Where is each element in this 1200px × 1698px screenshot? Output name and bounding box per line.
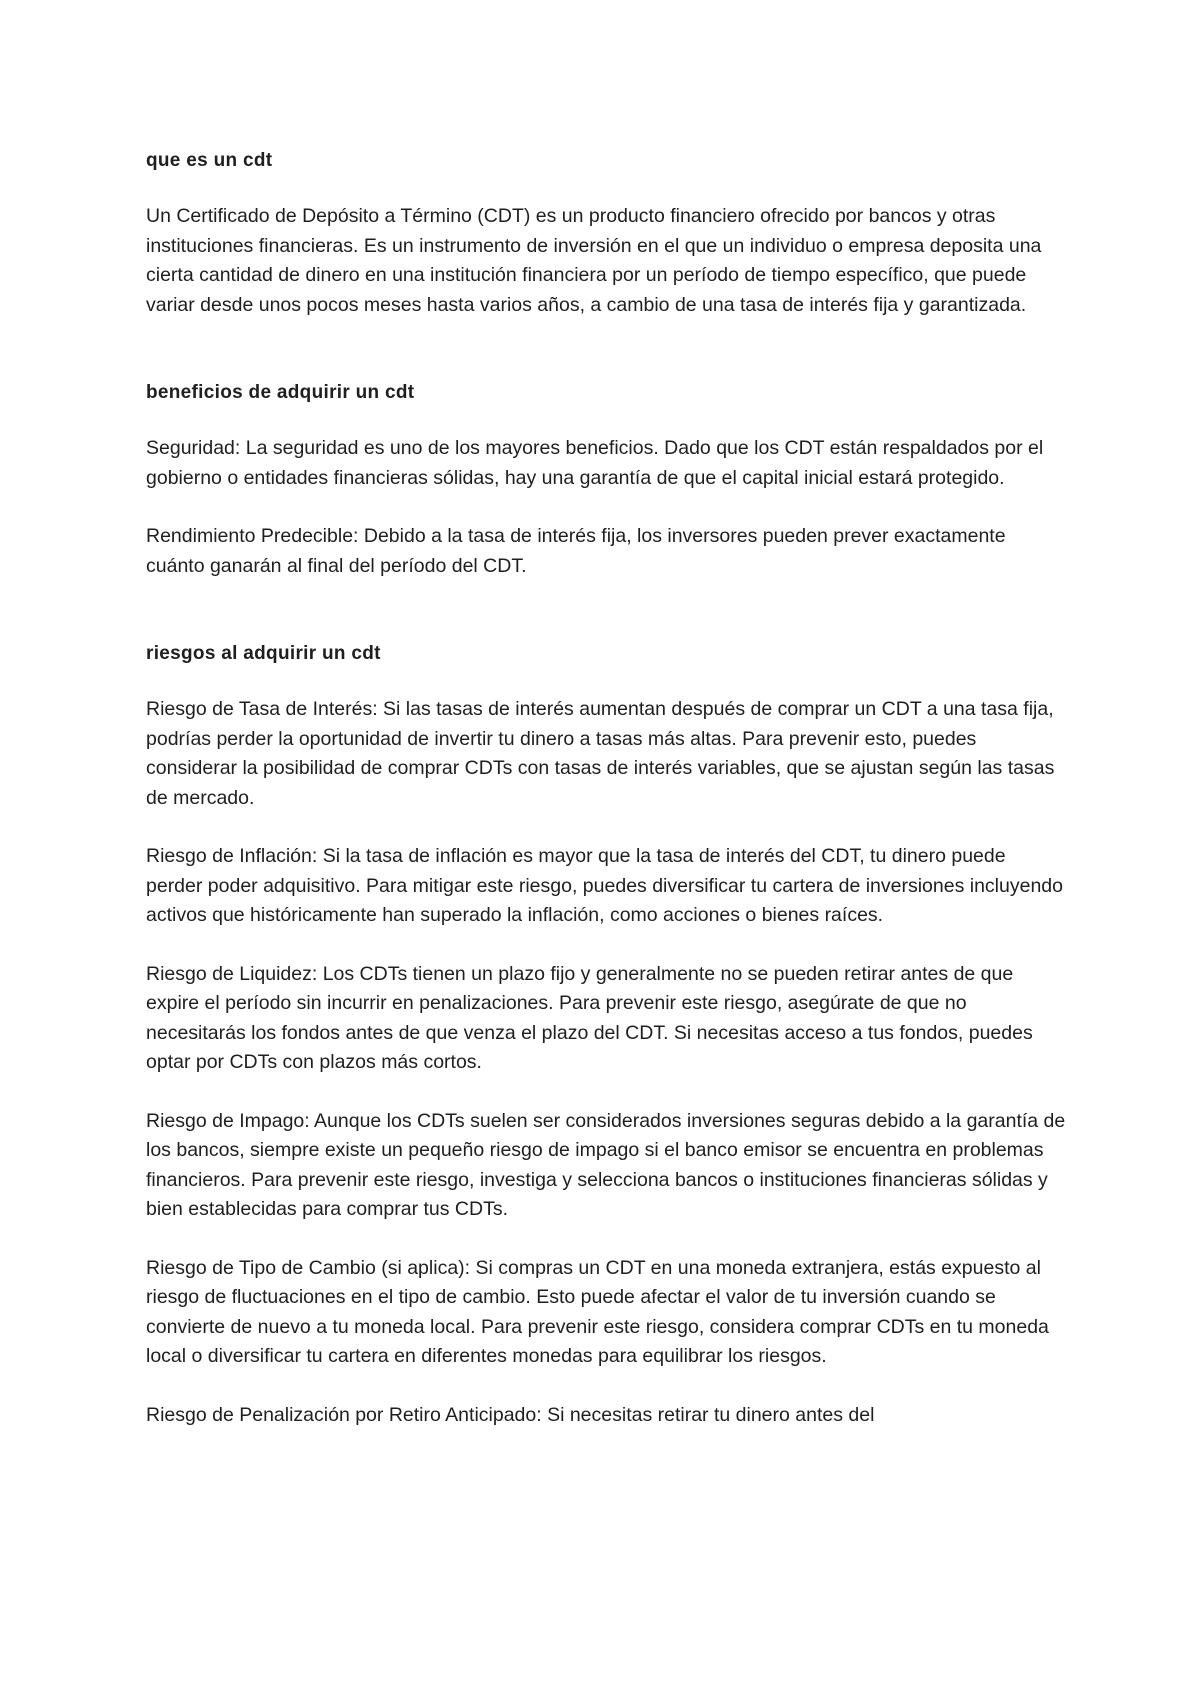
- paragraph-riesgo-tasa: Riesgo de Tasa de Interés: Si las tasas de interés aumentan después de comprar un CDT a una tasa fija, podrías perder la oportunidad de invertir tu dinero a tasas más altas. Para prevenir esto, puedes considerar la posibilidad de comprar CDTs con tasas de interés variables, que se ajustan según las tasas de mercado.: [146, 698, 1055, 809]
- paragraph-riesgo-inflacion: Riesgo de Inflación: Si la tasa de inflación es mayor que la tasa de interés del CDT, tu dinero puede perder poder adquisitivo. Para mitigar este riesgo, puedes diversificar tu cartera de inversiones incluyendo activos que históricamente han superado la inflación, como acciones o bienes raíces.: [146, 845, 1063, 926]
- paragraph-riesgo-penalizacion: Riesgo de Penalización por Retiro Anticipado: Si necesitas retirar tu dinero antes del: [146, 1403, 875, 1426]
- paragraph-rendimiento: Rendimiento Predecible: Debido a la tasa de interés fija, los inversores pueden prever exactamente cuánto ganarán al final del período del CDT.: [146, 525, 1006, 577]
- paragraph-seguridad: Seguridad: La seguridad es uno de los mayores beneficios. Dado que los CDT están respaldados por el gobierno o entidades financieras sólidas, hay una garantía de que el capital inicial estará protegido.: [146, 437, 1044, 489]
- section-heading-que-es: que es un cdt: [146, 150, 273, 171]
- paragraph-riesgo-cambio: Riesgo de Tipo de Cambio (si aplica): Si compras un CDT en una moneda extranjera, estás expuesto al riesgo de fluctuaciones en el tipo de cambio. Esto puede afectar el valor de tu inversión cuando se convierte de nuevo a tu moneda local. Para prevenir este riesgo, considera comprar CDTs en tu moneda local o diversificar tu cartera en diferentes monedas para equilibrar los riesgos.: [146, 1256, 1049, 1367]
- paragraph-definicion: Un Certificado de Depósito a Término (CDT) es un producto financiero ofrecido por bancos y otras instituciones financieras. Es un instrumento de inversión en el que un individuo o empresa deposita una cierta cantidad de dinero en una institución financiera por un período de tiempo específico, que puede variar desde unos pocos meses hasta varios años, a cambio de una tasa de interés fija y garantizada.: [146, 205, 1042, 316]
- paragraph-riesgo-liquidez: Riesgo de Liquidez: Los CDTs tienen un plazo fijo y generalmente no se pueden retirar antes de que expire el período sin incurrir en penalizaciones. Para prevenir este riesgo, asegúrate de que no necesitarás los fondos antes de que venza el plazo del CDT. Si necesitas acceso a tus fondos, puedes optar por CDTs con plazos más cortos.: [146, 962, 1033, 1073]
- paragraph-riesgo-impago: Riesgo de Impago: Aunque los CDTs suelen ser considerados inversiones seguras debido a la garantía de los bancos, siempre existe un pequeño riesgo de impago si el banco emisor se encuentra en problemas financieros. Para prevenir este riesgo, investiga y selecciona bancos o instituciones financieras sólidas y bien establecidas para comprar tus CDTs.: [146, 1109, 1066, 1220]
- section-heading-beneficios: beneficios de adquirir un cdt: [146, 382, 415, 403]
- section-heading-riesgos: riesgos al adquirir un cdt: [146, 643, 381, 664]
- document-body: [146, 146, 1066, 1430]
